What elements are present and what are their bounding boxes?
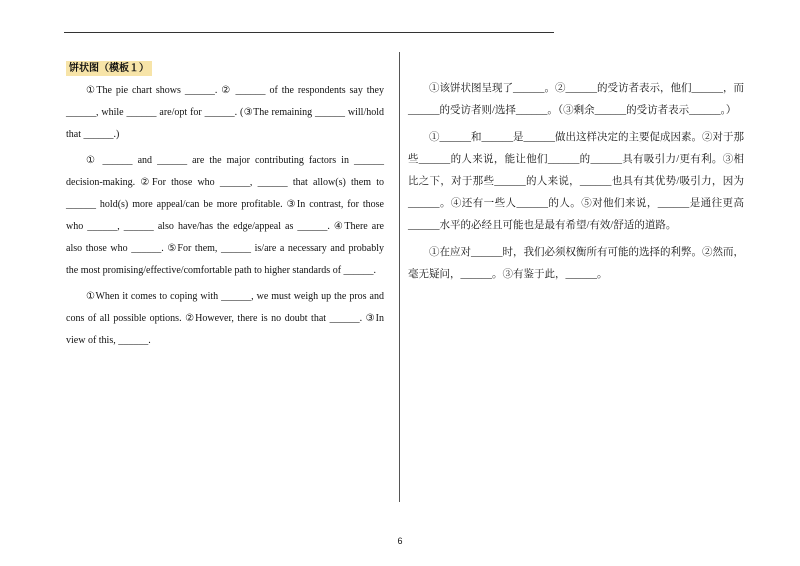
section-title: 饼状图（模板１） — [66, 61, 152, 76]
english-paragraph-2: ① ______ and ______ are the major contributing factors in ______ decision-making. ②For those who ______, ______ that allow(s) them to ______ hold(s) more appeal/can be more profitable. ③In contrast, for those who ______, ______ also have/has the edge/appeal as ______. ④There are also those who ______. ⑤For them, ______ is/are a necessary and probably the most promising/effective/comfortable path to higher standards of ______. — [66, 155, 384, 276]
english-paragraph-3: ①When it comes to coping with ______, we must weigh up the pros and cons of all possible options. ②However, there is no doubt that ______. ③In view of this, ______. — [66, 291, 384, 346]
header-rule — [64, 32, 554, 33]
page-number: 6 — [397, 536, 403, 546]
chinese-paragraph-1: ①该饼状图呈现了______。②______的受访者表示，他们______，而______的受访者则/选择______。（③剩余______的受访者表示______。） — [408, 83, 744, 116]
chinese-column — [408, 78, 744, 291]
chinese-paragraph-3: ①在应对______时，我们必须权衡所有可能的选择的利弊。②然而，毫无疑问，______。③有鉴于此，______。 — [408, 247, 744, 280]
chinese-paragraph-2: ①______和______是______做出这样决定的主要促成因素。②对于那些______的人来说，能让他们______的______具有吸引力/更有利。③相比之下，对于那些______的人来说，______也具有其优势/吸引力，因为______。④还有一些人______的人。⑤对他们来说，______是通往更高______水平的必经且可能也是最有希望/有效/舒适的道路。 — [408, 132, 744, 231]
english-paragraph-1: ①The pie chart shows ______. ② ______ of the respondents say they ______, while ______ are/opt for ______. (③The remaining ______ will/hold that ______.) — [66, 85, 384, 140]
column-divider — [399, 52, 400, 502]
english-column — [66, 58, 384, 356]
